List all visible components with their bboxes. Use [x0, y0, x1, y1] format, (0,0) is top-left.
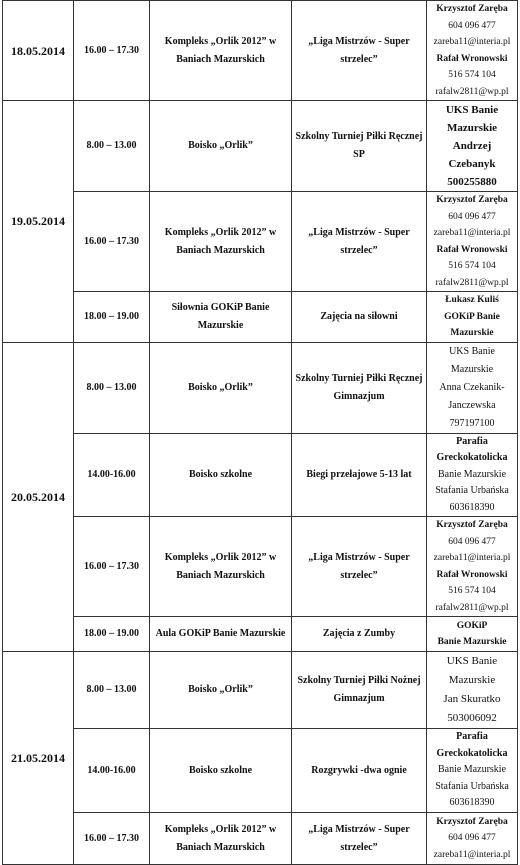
contact-line: Greckokatolicka [436, 452, 508, 463]
event-cell: Szkolny Turniej Piłki Ręcznej Gimnazjum [292, 342, 427, 433]
table-row [3, 617, 518, 652]
time-cell: 16.00 – 17.30 [74, 192, 150, 292]
contact-line: Banie Mazurskie [437, 468, 507, 480]
contact-line: zareba11@interia.pl [433, 849, 511, 860]
contact-cell [427, 517, 518, 617]
contact-lines [429, 618, 515, 651]
contact-cell [427, 292, 518, 343]
contact-line: Łukasz Kuliś [445, 295, 499, 305]
place-cell: Kompleks „Orlik 2012” w Baniach Mazurskich [150, 813, 292, 865]
contact-line: 604 096 477 [448, 536, 496, 547]
event-cell: „Liga Mistrzów - Super strzelec” [292, 192, 427, 292]
contact-line: 797197100 [449, 417, 495, 429]
contact-lines [429, 517, 515, 616]
contact-line: rafalw2811@wp.pl [435, 277, 509, 288]
contact-cell [427, 813, 518, 865]
contact-cell [427, 617, 518, 652]
contact-cell [427, 101, 518, 192]
time-cell: 16.00 – 17.30 [74, 813, 150, 865]
contact-line: Anna Czekanik- [439, 381, 505, 393]
place-cell: Boisko „Orlik” [150, 342, 292, 433]
contact-line: Banie Mazurskie [437, 764, 507, 776]
contact-lines [429, 101, 515, 191]
contact-line: Krzysztof Zaręba [436, 195, 508, 205]
contact-line: Rafał Wronowski [436, 569, 508, 580]
date-cell: 19.05.2014 [3, 101, 74, 343]
event-cell: Zajęcia z Zumby [292, 617, 427, 652]
contact-line: UKS Banie [446, 655, 498, 667]
event-cell: Biegi przełajowe 5-13 lat [292, 433, 427, 517]
event-cell: „Liga Mistrzów - Super strzelec” [292, 813, 427, 865]
date-cell: 20.05.2014 [3, 342, 74, 652]
table-row [3, 652, 518, 729]
contact-lines [429, 343, 515, 433]
contact-cell [427, 1, 518, 101]
contact-cell [427, 729, 518, 813]
contact-line: Krzysztof Zaręba [436, 4, 508, 14]
place-cell: Boisko „Orlik” [150, 652, 292, 729]
contact-line: 516 574 104 [448, 586, 496, 596]
contact-line: 604 096 477 [448, 833, 496, 844]
event-cell: Szkolny Turniej Piłki Ręcznej SP [292, 101, 427, 192]
date-cell: 21.05.2014 [3, 652, 74, 865]
contact-line: Jan Skuratko [443, 693, 501, 705]
event-cell: Rozgrywki -dwa ognie [292, 729, 427, 813]
time-cell: 14.00-16.00 [74, 433, 150, 517]
contact-line: Czebanyk [448, 158, 496, 170]
contact-line: 603618390 [449, 797, 495, 809]
contact-line: Mazurskie [446, 122, 498, 134]
contact-line: rafalw2811@wp.pl [435, 86, 509, 97]
contact-line: Krzysztof Zaręba [436, 520, 508, 530]
place-cell: Siłownia GOKiP Banie Mazurskie [150, 292, 292, 343]
contact-line: 516 574 104 [448, 70, 496, 80]
table-row [3, 292, 518, 343]
contact-line: GOKiP [456, 620, 488, 631]
contact-lines [429, 292, 515, 342]
contact-line: Mazurskie [450, 328, 494, 338]
contact-line: zareba11@interia.pl [433, 37, 511, 47]
contact-line: 516 574 104 [448, 261, 496, 271]
contact-line: Parafia [456, 435, 488, 447]
contact-line: UKS Banie [449, 345, 495, 357]
contact-cell [427, 433, 518, 517]
contact-line: Rafał Wronowski [436, 244, 508, 255]
place-cell: Aula GOKiP Banie Mazurskie [150, 617, 292, 652]
event-cell: Szkolny Turniej Piłki Nożnej Gimnazjum [292, 652, 427, 729]
time-cell: 18.00 – 19.00 [74, 617, 150, 652]
contact-line: rafalw2811@wp.pl [435, 602, 509, 613]
time-cell: 16.00 – 17.30 [74, 1, 150, 101]
contact-lines [429, 814, 515, 864]
contact-line: 503006092 [447, 712, 497, 724]
table-row [3, 192, 518, 292]
contact-line: zareba11@interia.pl [433, 228, 511, 238]
time-cell: 8.00 – 13.00 [74, 101, 150, 192]
contact-line: Krzysztof Zaręba [436, 816, 508, 827]
place-cell: Boisko szkolne [150, 433, 292, 517]
contact-lines [429, 1, 515, 100]
time-cell: 8.00 – 13.00 [74, 652, 150, 729]
event-cell: „Liga Mistrzów - Super strzelec” [292, 517, 427, 617]
contact-cell [427, 652, 518, 729]
contact-line: Andrzej [452, 140, 492, 152]
contact-line: Janczewska [448, 399, 496, 411]
contact-line: Stafania Urbańska [435, 780, 509, 792]
time-cell: 8.00 – 13.00 [74, 342, 150, 433]
time-cell: 16.00 – 17.30 [74, 517, 150, 617]
contact-line: Mazurskie [448, 674, 496, 686]
contact-line: Banie Mazurskie [437, 637, 507, 647]
table-row [3, 729, 518, 813]
contact-line: Mazurskie [450, 363, 494, 375]
place-cell: Boisko szkolne [150, 729, 292, 813]
contact-line: 604 096 477 [448, 211, 496, 222]
contact-cell [427, 342, 518, 433]
contact-line: Stafania Urbańska [435, 485, 509, 496]
place-cell: Boisko „Orlik” [150, 101, 292, 192]
contact-line: Parafia [456, 731, 488, 743]
place-cell: Kompleks „Orlik 2012” w Baniach Mazurskich [150, 517, 292, 617]
contact-line: 604 096 477 [448, 20, 496, 31]
table-row [3, 101, 518, 192]
table-row [3, 517, 518, 617]
contact-lines [429, 729, 515, 812]
contact-line: Greckokatolicka [436, 747, 508, 759]
schedule-table [2, 0, 518, 865]
contact-line: zareba11@interia.pl [433, 553, 511, 563]
contact-line: Rafał Wronowski [436, 53, 508, 64]
time-cell: 14.00-16.00 [74, 729, 150, 813]
contact-line: GOKiP Banie [444, 311, 500, 322]
contact-lines [429, 192, 515, 291]
table-row [3, 342, 518, 433]
time-cell: 18.00 – 19.00 [74, 292, 150, 343]
table-row [3, 433, 518, 517]
place-cell: Kompleks „Orlik 2012” w Baniach Mazurskich [150, 192, 292, 292]
table-row [3, 813, 518, 865]
contact-lines [429, 652, 515, 728]
event-cell: Zajęcia na siłowni [292, 292, 427, 343]
contact-lines [429, 434, 515, 517]
place-cell: Kompleks „Orlik 2012” w Baniach Mazurskich [150, 1, 292, 101]
event-cell: „Liga Mistrzów - Super strzelec” [292, 1, 427, 101]
contact-cell [427, 192, 518, 292]
contact-line: UKS Banie [445, 104, 499, 116]
contact-line: 500255880 [447, 176, 497, 188]
table-row [3, 1, 518, 101]
date-cell: 18.05.2014 [3, 1, 74, 101]
contact-line: 603618390 [449, 501, 495, 513]
